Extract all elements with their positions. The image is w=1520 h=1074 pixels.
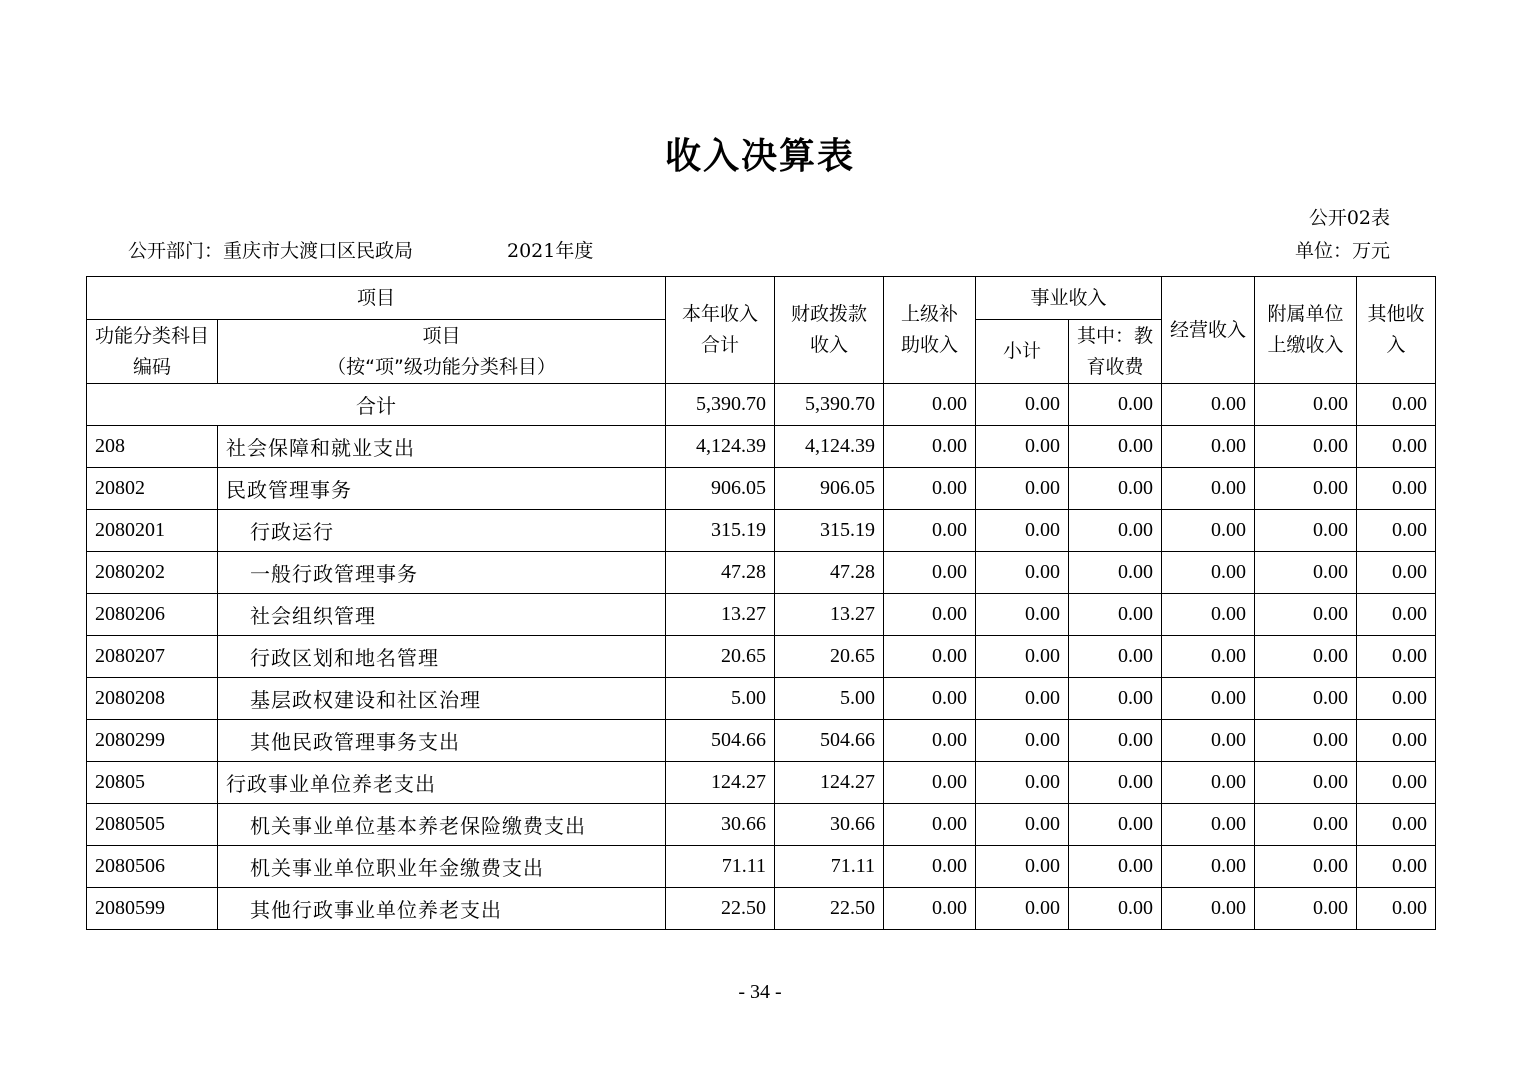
row-name: 其他民政管理事务支出 [218, 720, 666, 762]
row-code: 2080299 [87, 720, 218, 762]
row-value: 0.00 [1162, 720, 1255, 762]
row-code: 208 [87, 426, 218, 468]
row-value: 0.00 [1162, 888, 1255, 930]
row-value: 0.00 [884, 636, 976, 678]
header-total-income: 本年收入合计 [666, 277, 775, 384]
row-value: 0.00 [884, 762, 976, 804]
row-value: 22.50 [775, 888, 884, 930]
row-value: 0.00 [884, 720, 976, 762]
row-code: 2080201 [87, 510, 218, 552]
row-value: 0.00 [1069, 804, 1162, 846]
row-value: 0.00 [1162, 846, 1255, 888]
row-value: 124.27 [775, 762, 884, 804]
row-code: 2080505 [87, 804, 218, 846]
row-value: 0.00 [1069, 510, 1162, 552]
table-row [87, 468, 1436, 510]
total-value: 0.00 [1357, 384, 1436, 426]
row-value: 0.00 [976, 510, 1069, 552]
table-row [87, 678, 1436, 720]
row-value: 0.00 [976, 846, 1069, 888]
total-value: 0.00 [976, 384, 1069, 426]
row-value: 47.28 [775, 552, 884, 594]
row-value: 13.27 [666, 594, 775, 636]
row-value: 0.00 [976, 888, 1069, 930]
row-value: 0.00 [976, 594, 1069, 636]
header-item-line2: （按“项”级功能分类科目） [327, 355, 556, 378]
total-value: 5,390.70 [666, 384, 775, 426]
row-value: 4,124.39 [775, 426, 884, 468]
row-name: 社会保障和就业支出 [218, 426, 666, 468]
department-label: 公开部门：重庆市大渡口区民政局 [128, 240, 414, 262]
row-value: 0.00 [1069, 552, 1162, 594]
unit-label: 单位：万元 [1294, 240, 1390, 262]
row-value: 906.05 [775, 468, 884, 510]
row-value: 0.00 [1069, 720, 1162, 762]
header-business-group: 事业收入 [976, 277, 1162, 320]
row-value: 0.00 [1069, 846, 1162, 888]
row-value: 0.00 [1255, 636, 1357, 678]
row-value: 0.00 [1069, 636, 1162, 678]
fiscal-year: 2021年度 [507, 240, 594, 262]
row-value: 0.00 [1162, 594, 1255, 636]
row-value: 0.00 [976, 426, 1069, 468]
table-row [87, 846, 1436, 888]
row-value: 0.00 [1255, 426, 1357, 468]
page-number: - 34 - [738, 981, 782, 1003]
row-name: 行政运行 [218, 510, 666, 552]
row-value: 0.00 [1357, 426, 1436, 468]
row-value: 0.00 [1069, 678, 1162, 720]
row-value: 47.28 [666, 552, 775, 594]
total-value: 0.00 [1162, 384, 1255, 426]
row-value: 0.00 [1069, 594, 1162, 636]
row-value: 0.00 [1357, 594, 1436, 636]
row-value: 0.00 [976, 636, 1069, 678]
row-value: 0.00 [884, 552, 976, 594]
row-code: 20805 [87, 762, 218, 804]
row-value: 315.19 [666, 510, 775, 552]
row-name: 基层政权建设和社区治理 [218, 678, 666, 720]
row-value: 0.00 [1255, 678, 1357, 720]
header-item-line1: 项目 [422, 324, 461, 347]
row-value: 20.65 [775, 636, 884, 678]
row-value: 504.66 [775, 720, 884, 762]
row-value: 0.00 [884, 804, 976, 846]
row-value: 0.00 [976, 468, 1069, 510]
table-row [87, 594, 1436, 636]
row-value: 0.00 [1255, 804, 1357, 846]
row-value: 0.00 [976, 720, 1069, 762]
row-code: 20802 [87, 468, 218, 510]
row-value: 0.00 [1069, 888, 1162, 930]
row-value: 0.00 [1255, 888, 1357, 930]
row-value: 5.00 [666, 678, 775, 720]
row-value: 0.00 [976, 552, 1069, 594]
row-value: 0.00 [1357, 468, 1436, 510]
row-value: 0.00 [884, 888, 976, 930]
total-value: 0.00 [884, 384, 976, 426]
row-code: 2080207 [87, 636, 218, 678]
header-fiscal: 财政拨款收入 [775, 277, 884, 384]
row-value: 0.00 [884, 426, 976, 468]
table-row [87, 804, 1436, 846]
row-value: 315.19 [775, 510, 884, 552]
row-value: 0.00 [1162, 678, 1255, 720]
row-code: 2080599 [87, 888, 218, 930]
row-name: 其他行政事业单位养老支出 [218, 888, 666, 930]
row-value: 0.00 [1162, 426, 1255, 468]
header-func-code: 功能分类科目编码 [87, 320, 218, 384]
header-other: 其他收入 [1357, 277, 1436, 384]
row-value: 0.00 [1255, 510, 1357, 552]
row-value: 0.00 [1357, 888, 1436, 930]
row-code: 2080208 [87, 678, 218, 720]
row-value: 504.66 [666, 720, 775, 762]
row-value: 0.00 [1162, 804, 1255, 846]
row-value: 30.66 [666, 804, 775, 846]
table-row [87, 762, 1436, 804]
header-affiliated: 附属单位上缴收入 [1255, 277, 1357, 384]
row-value: 0.00 [1357, 678, 1436, 720]
row-value: 0.00 [1255, 468, 1357, 510]
row-value: 0.00 [1255, 762, 1357, 804]
table-row [87, 636, 1436, 678]
table-body [87, 384, 1436, 930]
row-value: 71.11 [775, 846, 884, 888]
row-value: 71.11 [666, 846, 775, 888]
row-value: 0.00 [1357, 762, 1436, 804]
total-value: 0.00 [1069, 384, 1162, 426]
row-code: 2080202 [87, 552, 218, 594]
row-name: 行政区划和地名管理 [218, 636, 666, 678]
table-row [87, 510, 1436, 552]
row-value: 0.00 [884, 594, 976, 636]
row-value: 0.00 [1255, 594, 1357, 636]
row-value: 0.00 [884, 678, 976, 720]
row-value: 0.00 [1357, 720, 1436, 762]
row-value: 13.27 [775, 594, 884, 636]
table-row [87, 552, 1436, 594]
header-subtotal: 小计 [976, 320, 1069, 384]
table-row [87, 426, 1436, 468]
table-row [87, 888, 1436, 930]
header-education-fee: 其中：教育收费 [1069, 320, 1162, 384]
row-value: 0.00 [1357, 636, 1436, 678]
row-value: 0.00 [976, 762, 1069, 804]
row-value: 4,124.39 [666, 426, 775, 468]
row-value: 0.00 [1162, 552, 1255, 594]
table-number: 公开02表 [1308, 207, 1390, 229]
row-value: 0.00 [1069, 426, 1162, 468]
row-value: 30.66 [775, 804, 884, 846]
row-value: 0.00 [1255, 720, 1357, 762]
total-label: 合计 [87, 384, 666, 426]
table-row [87, 720, 1436, 762]
row-code: 2080206 [87, 594, 218, 636]
row-value: 0.00 [976, 678, 1069, 720]
row-value: 906.05 [666, 468, 775, 510]
header-item [218, 320, 666, 384]
row-value: 0.00 [1162, 468, 1255, 510]
row-value: 0.00 [1162, 510, 1255, 552]
row-value: 0.00 [1357, 510, 1436, 552]
row-value: 124.27 [666, 762, 775, 804]
row-value: 0.00 [1069, 762, 1162, 804]
total-value: 5,390.70 [775, 384, 884, 426]
row-value: 22.50 [666, 888, 775, 930]
row-value: 0.00 [1162, 636, 1255, 678]
row-value: 0.00 [884, 510, 976, 552]
row-value: 0.00 [1162, 762, 1255, 804]
row-value: 0.00 [976, 804, 1069, 846]
document-title: 收入决算表 [664, 136, 855, 177]
row-code: 2080506 [87, 846, 218, 888]
row-name: 一般行政管理事务 [218, 552, 666, 594]
row-name: 行政事业单位养老支出 [218, 762, 666, 804]
row-value: 0.00 [884, 846, 976, 888]
row-name: 机关事业单位基本养老保险缴费支出 [218, 804, 666, 846]
row-value: 0.00 [1357, 804, 1436, 846]
income-table [86, 276, 1436, 930]
header-operating: 经营收入 [1162, 277, 1255, 384]
row-value: 20.65 [666, 636, 775, 678]
header-superior: 上级补助收入 [884, 277, 976, 384]
row-value: 0.00 [1255, 552, 1357, 594]
row-name: 民政管理事务 [218, 468, 666, 510]
row-name: 机关事业单位职业年金缴费支出 [218, 846, 666, 888]
row-value: 0.00 [1255, 846, 1357, 888]
row-value: 0.00 [1357, 846, 1436, 888]
row-value: 0.00 [1069, 468, 1162, 510]
row-value: 5.00 [775, 678, 884, 720]
total-row [87, 384, 1436, 426]
header-item-group: 项目 [87, 277, 666, 320]
row-name: 社会组织管理 [218, 594, 666, 636]
row-value: 0.00 [1357, 552, 1436, 594]
row-value: 0.00 [884, 468, 976, 510]
total-value: 0.00 [1255, 384, 1357, 426]
